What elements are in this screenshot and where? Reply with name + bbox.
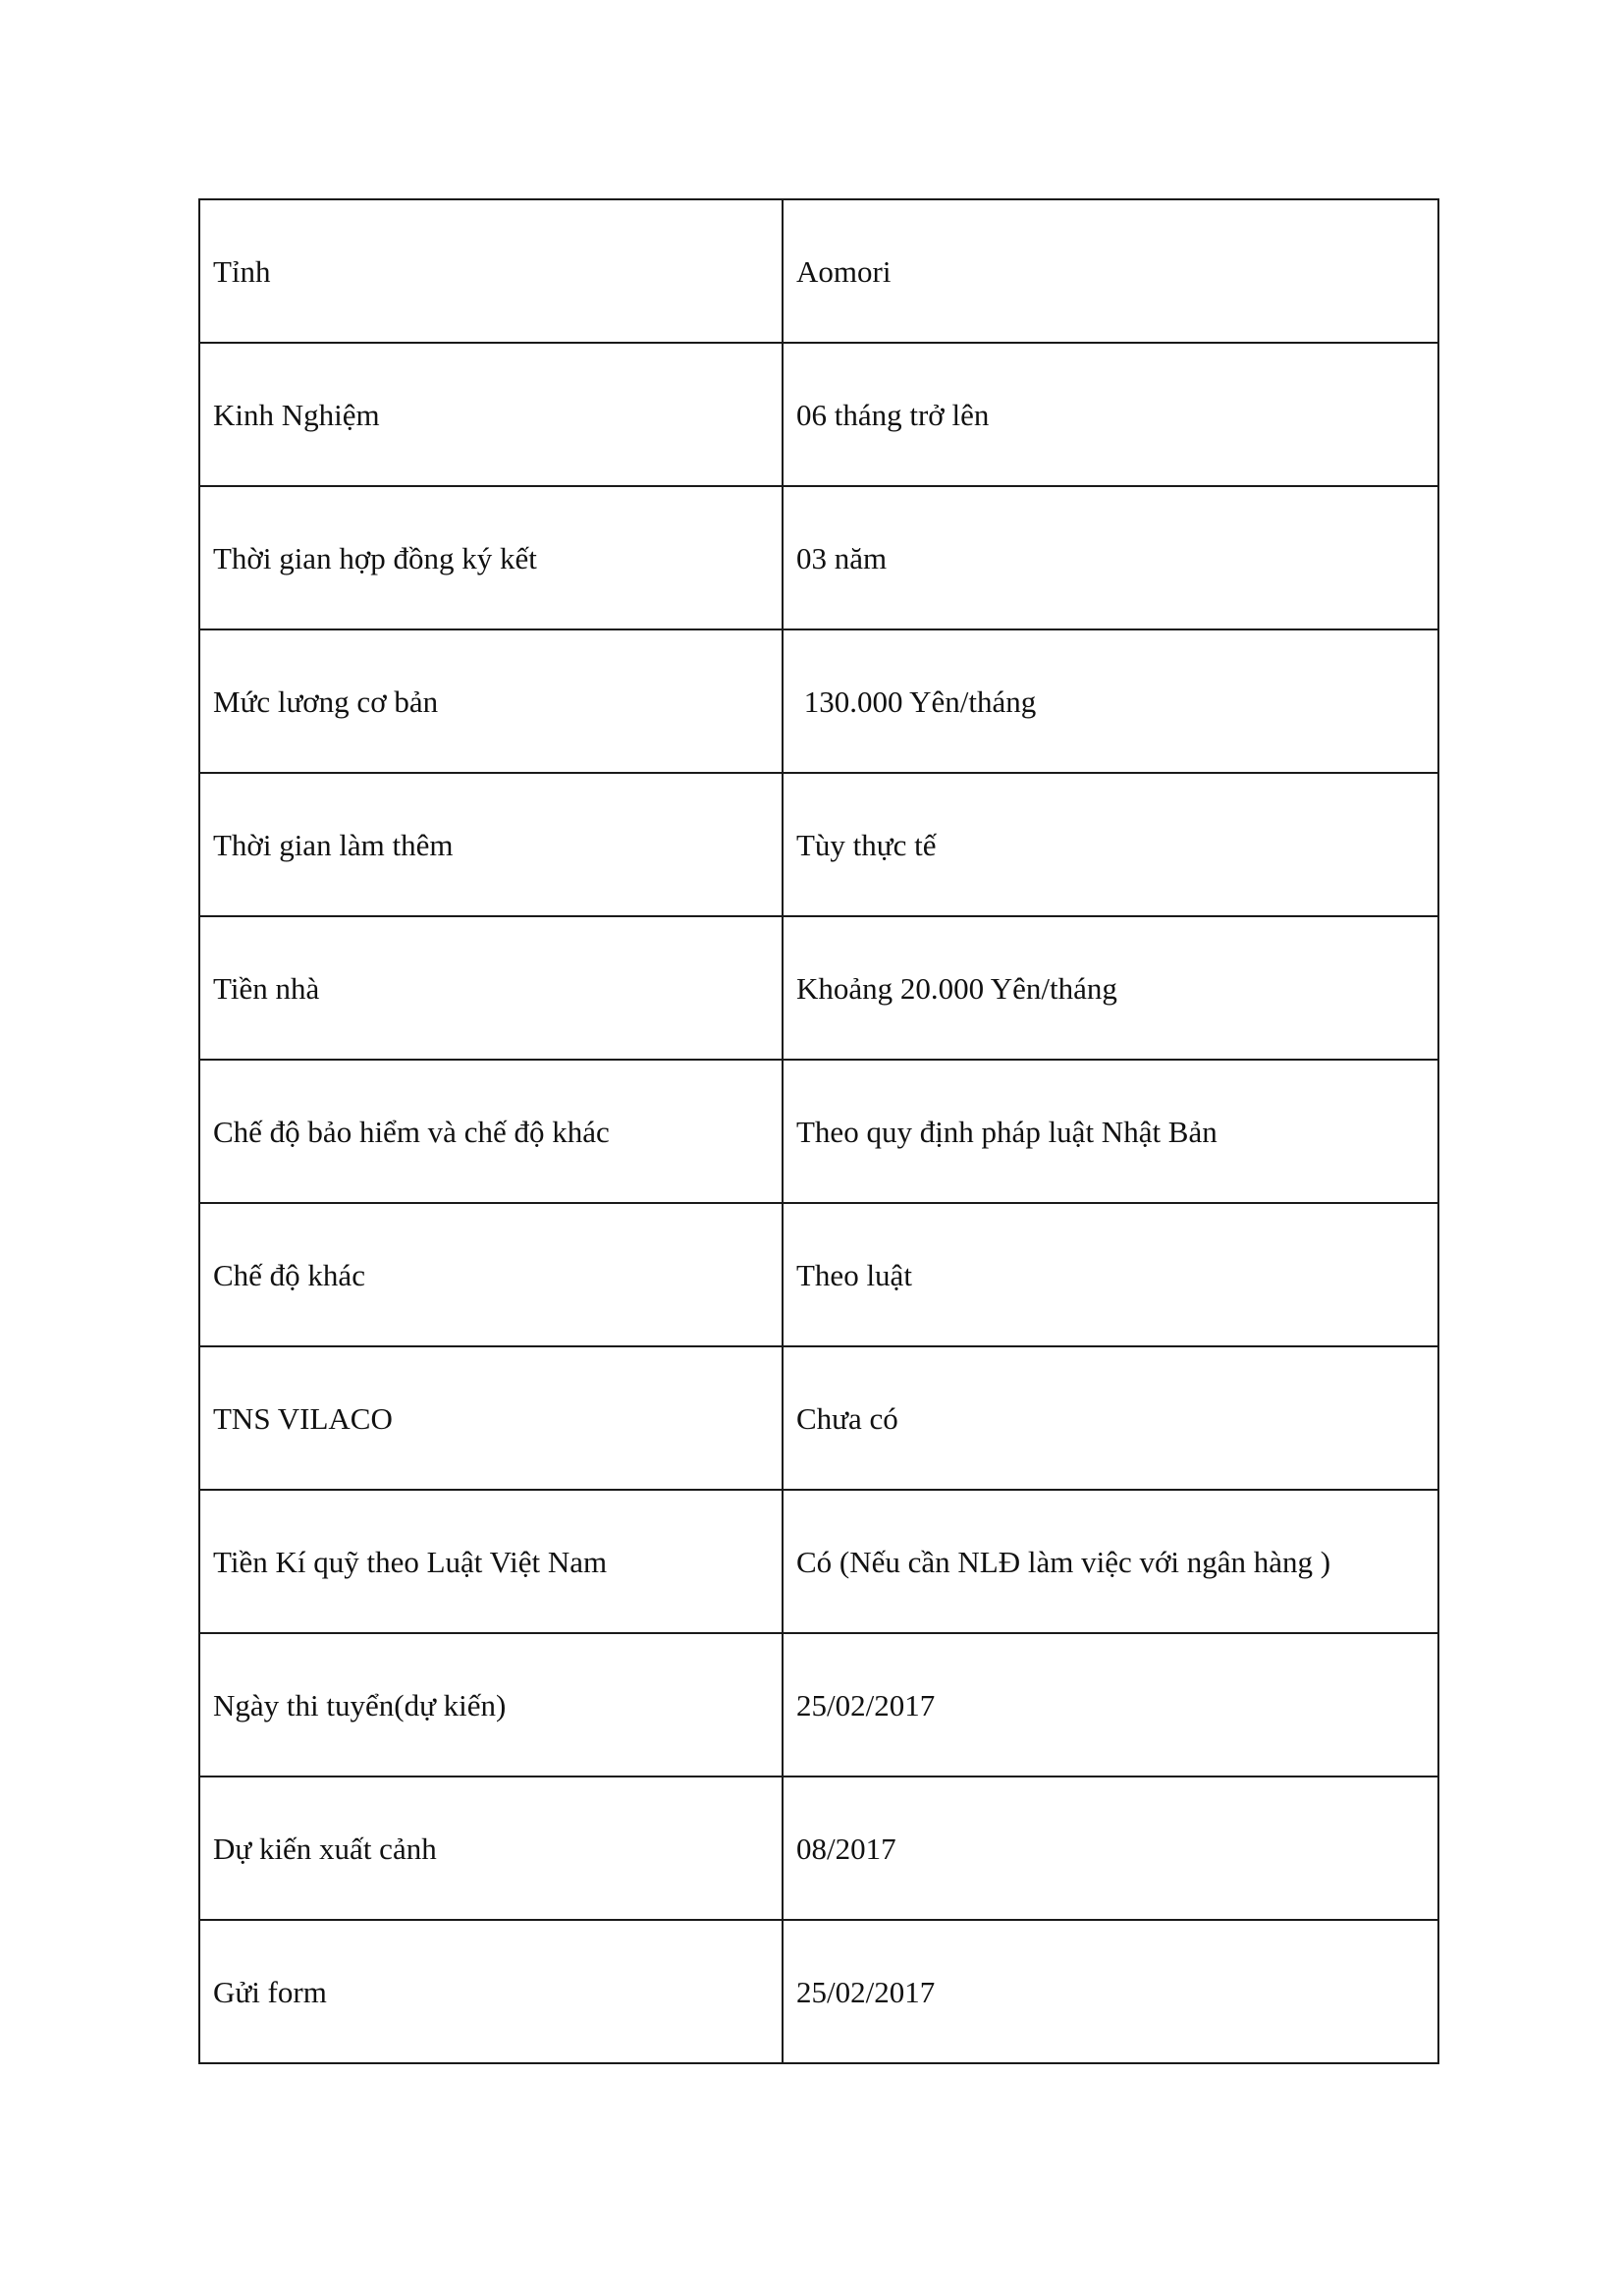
row-value: 130.000 Yên/tháng: [783, 629, 1438, 773]
row-label: TNS VILACO: [199, 1346, 783, 1490]
table-row: [199, 629, 1438, 773]
row-value: Theo luật: [783, 1203, 1438, 1346]
row-value: 08/2017: [783, 1777, 1438, 1920]
table-row: [199, 1777, 1438, 1920]
row-value: Chưa có: [783, 1346, 1438, 1490]
row-value: 03 năm: [783, 486, 1438, 629]
row-value: Theo quy định pháp luật Nhật Bản: [783, 1060, 1438, 1203]
row-value: Aomori: [783, 199, 1438, 343]
row-value: 25/02/2017: [783, 1633, 1438, 1777]
table-row: [199, 916, 1438, 1060]
row-label: Dự kiến xuất cảnh: [199, 1777, 783, 1920]
table-row: [199, 199, 1438, 343]
row-label: Chế độ bảo hiểm và chế độ khác: [199, 1060, 783, 1203]
row-label: Chế độ khác: [199, 1203, 783, 1346]
row-label: Ngày thi tuyển(dự kiến): [199, 1633, 783, 1777]
table-row: [199, 1346, 1438, 1490]
row-value: 06 tháng trở lên: [783, 343, 1438, 486]
row-label: Tiền Kí quỹ theo Luật Việt Nam: [199, 1490, 783, 1633]
row-label: Gửi form: [199, 1920, 783, 2063]
row-value: Tùy thực tế: [783, 773, 1438, 916]
table-row: [199, 343, 1438, 486]
row-label: Kinh Nghiệm: [199, 343, 783, 486]
table-row: [199, 1490, 1438, 1633]
table-row: [199, 1920, 1438, 2063]
row-label: Mức lương cơ bản: [199, 629, 783, 773]
job-info-table: [198, 198, 1439, 2064]
row-value: Khoảng 20.000 Yên/tháng: [783, 916, 1438, 1060]
row-value: Có (Nếu cần NLĐ làm việc với ngân hàng ): [783, 1490, 1438, 1633]
table-row: [199, 1060, 1438, 1203]
row-label: Tỉnh: [199, 199, 783, 343]
table-row: [199, 1203, 1438, 1346]
row-label: Thời gian làm thêm: [199, 773, 783, 916]
table-row: [199, 1633, 1438, 1777]
table-row: [199, 486, 1438, 629]
row-label: Tiền nhà: [199, 916, 783, 1060]
row-value: 25/02/2017: [783, 1920, 1438, 2063]
row-label: Thời gian hợp đồng ký kết: [199, 486, 783, 629]
table-row: [199, 773, 1438, 916]
